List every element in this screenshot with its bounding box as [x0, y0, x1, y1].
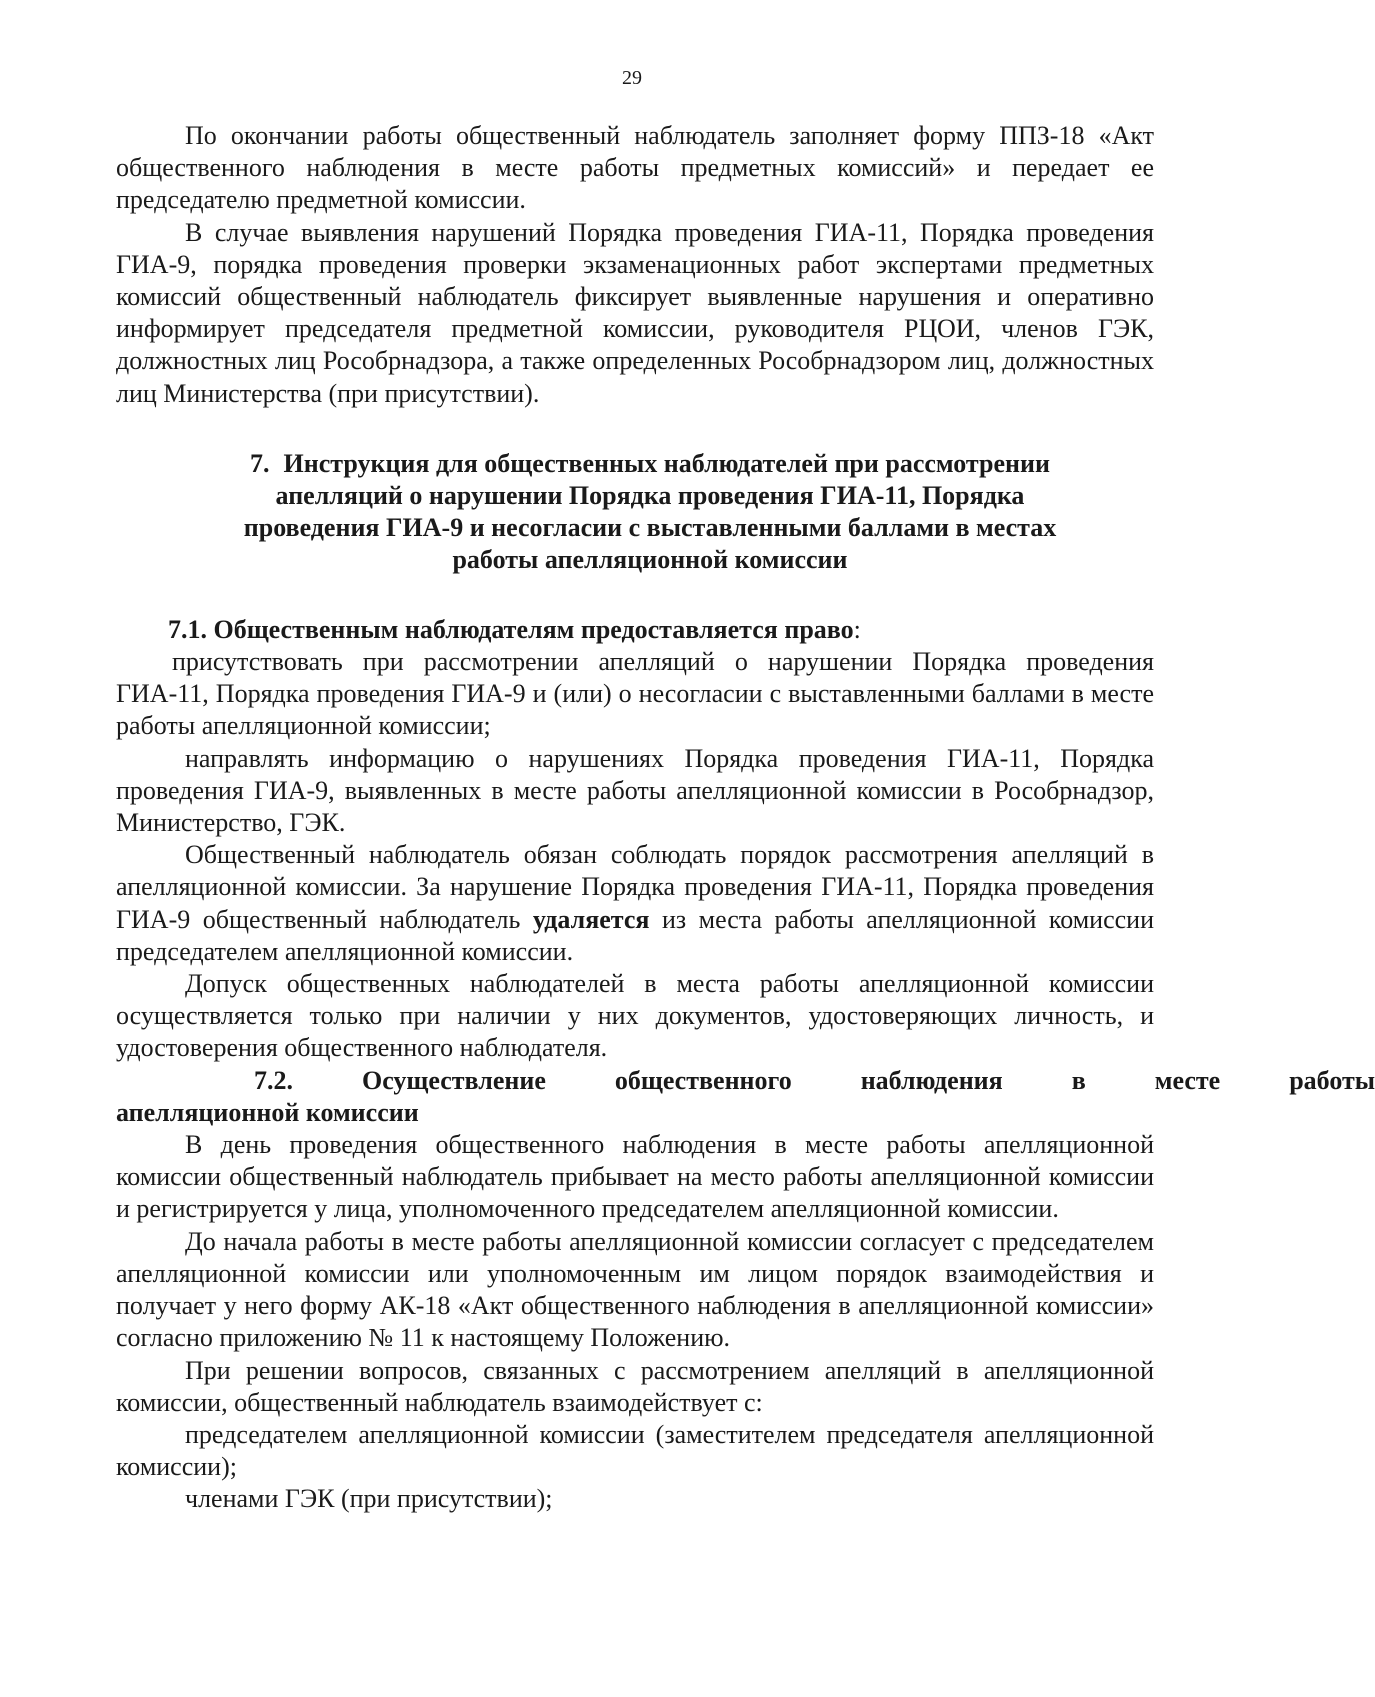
page-number: 29: [622, 67, 642, 89]
paragraph-before-start: До начала работы в месте работы апелляционной комиссии согласует с председателем апелляционной комиссии или уполномоченным им лицом порядок взаимодействия и получает у него форму АК-18 «Акт общественного наблюдения в апелляционной комиссии» согласно приложению № 11 к настоящему Положению.: [116, 1226, 1154, 1353]
section-7-heading: [116, 448, 1154, 576]
observer-obliged-text: Общественный наблюдатель обязан соблюдать порядок рассмотрения апелляций в апелляционной комиссии. За нарушение Порядка проведения ГИА-11, Порядка проведения ГИА-9 общественный наблюдатель: [116, 840, 1154, 934]
section-7-number: 7.: [250, 448, 270, 478]
paragraph-gek-members: членами ГЭК (при присутствии);: [185, 1484, 553, 1514]
paragraph-observation-day: В день проведения общественного наблюдения в месте работы апелляционной комиссии общественный наблюдатель прибывает на место работы апелляционной комиссии и регистрируется у лица, уполномоченного председателем апелляционной комиссии.: [116, 1130, 1154, 1224]
paragraph-observer-obliged: [116, 839, 1154, 968]
paragraph-chairman: председателем апелляционной комиссии (заместителем председателя апелляционной комиссии);: [116, 1419, 1154, 1482]
section-7-2-word: наблюдения: [860, 1065, 1003, 1095]
paragraph-right-inform: направлять информацию о нарушениях Порядка проведения ГИА-11, Порядка проведения ГИА-9, выявленных в месте работы апелляционной комиссии в Рособрнадзор, Министерство, ГЭК.: [116, 743, 1154, 838]
section-7-2-word: в: [1071, 1065, 1086, 1095]
section-7-2-word: 7.2.: [254, 1065, 293, 1095]
section-7-2-word: общественного: [614, 1065, 792, 1095]
observer-obliged-tail: из места работы апелляционной комиссии председателем апелляционной комиссии.: [116, 904, 1154, 966]
section-7-2-heading: [116, 1065, 1375, 1129]
section-7-1-title: 7.1. Общественным наблюдателям предоставляется право: [168, 614, 854, 644]
paragraph-admission: Допуск общественных наблюдателей в места работы апелляционной комиссии осуществляется только при наличии у них документов, удостоверяющих личность, и удостоверения общественного наблюдателя.: [116, 969, 1154, 1063]
section-7-title: Инструкция для общественных наблюдателей при рассмотрении апелляций о нарушении Порядка проведения ГИА-11, Порядка проведения ГИА-9 и несогласии с выставленными баллами в местах работы апелляционной комиссии: [243, 448, 1057, 574]
paragraph-interaction: При решении вопросов, связанных с рассмотрением апелляций в апелляционной комиссии, общественный наблюдатель взаимодействует с:: [116, 1355, 1154, 1417]
paragraph-right-attend: присутствовать при рассмотрении апелляций о нарушении Порядка проведения ГИА-11, Порядка проведения ГИА-9 и (или) о несогласии с выставленными баллами в месте работы апелляционной комиссии;: [116, 647, 1154, 741]
section-7-2-title-tail: апелляционной комиссии: [116, 1097, 419, 1127]
paragraph-act-form: По окончании работы общественный наблюдатель заполняет форму ППЗ-18 «Акт общественного наблюдения в месте работы предметных комиссий» и передает ее председателю предметной комиссии.: [116, 121, 1154, 215]
section-7-2-word: работы: [1289, 1065, 1375, 1095]
section-7-2-word: месте: [1154, 1065, 1221, 1095]
paragraph-violations: В случае выявления нарушений Порядка проведения ГИА-11, Порядка проведения ГИА-9, порядка проведения проверки экзаменационных работ экспертами предметных комиссий общественный наблюдатель фиксирует выявленные нарушения и оперативно информирует председателя предметной комиссии, руководителя РЦОИ, членов ГЭК, должностных лиц Рособрнадзора, а также определенных Рособрнадзором лиц, должностных лиц Министерства (при присутствии).: [116, 217, 1154, 408]
section-7-1-heading: [116, 614, 1154, 646]
document-body: [116, 120, 1375, 1516]
section-7-1-colon: :: [853, 614, 861, 644]
section-7-2-title-line: [116, 1065, 1375, 1097]
section-7-2-word: Осуществление: [362, 1065, 546, 1095]
removed-emphasis: удаляется: [532, 904, 650, 934]
